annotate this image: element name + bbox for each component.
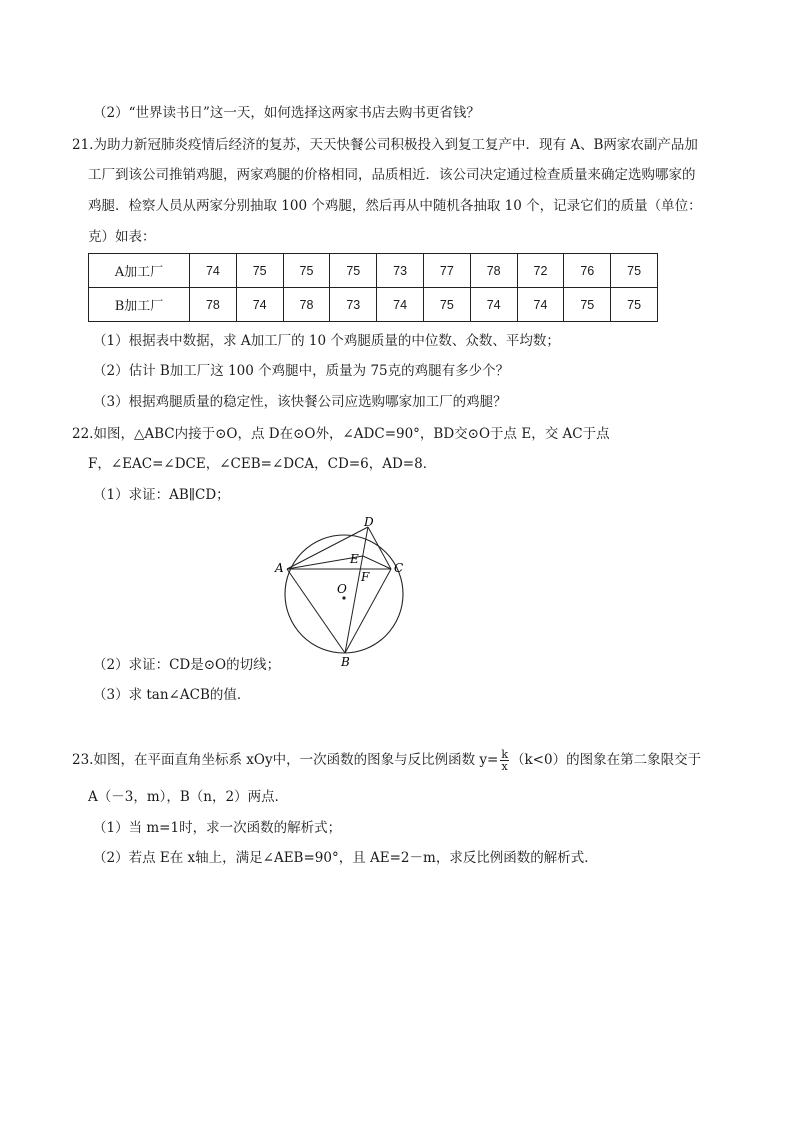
segment-dc xyxy=(368,527,391,569)
q22-stem-line1: 22.如图，△ABC内接于⊙O，点 D在⊙O外，∠ADC=90°，BD交⊙O于点 E，交 AC于点 xyxy=(72,426,610,442)
label-d: D xyxy=(364,515,374,529)
q23-stem-pre: 23.如图，在平面直角坐标系 xOy中，一次函数的图象与反比例函数 y= xyxy=(72,752,499,768)
q22-part1: （1）求证：AB∥CD； xyxy=(93,487,230,503)
table-cell: 78 xyxy=(283,288,330,322)
row-label-b: B加工厂 xyxy=(89,288,190,322)
label-b: B xyxy=(341,655,350,669)
fraction-denominator: x xyxy=(501,760,508,773)
q23-stem-line2: A（－3，m），B（n，2）两点． xyxy=(88,789,289,805)
center-point-o xyxy=(342,596,345,599)
table-cell: 76 xyxy=(564,254,611,288)
table-cell: 74 xyxy=(190,254,237,288)
table-cell: 74 xyxy=(470,288,517,322)
q21-stem-line1: 21.为助力新冠肺炎疫情后经济的复苏，天天快餐公司积极投入到复工复产中．现有 A、B两家农副产品加 xyxy=(72,137,698,153)
q20-part2: （2）“世界读书日”这一天，如何选择这两家书店去购书更省钱？ xyxy=(93,105,480,121)
fraction-numerator: k xyxy=(501,748,508,761)
segment-db xyxy=(345,527,368,653)
label-e: E xyxy=(350,552,359,566)
table-cell: 75 xyxy=(564,288,611,322)
table-cell: 78 xyxy=(190,288,237,322)
fraction-k-over-x xyxy=(500,749,509,772)
q23-part2: （2）若点 E在 x轴上，满足∠AEB=90°，且 AE=2－m，求反比例函数的解析式． xyxy=(93,850,598,866)
label-a: A xyxy=(275,561,284,575)
table-row xyxy=(89,254,658,288)
table-cell: 73 xyxy=(330,288,377,322)
weight-table xyxy=(88,253,658,322)
table-cell: 78 xyxy=(470,254,517,288)
label-f: F xyxy=(361,570,370,584)
table-cell: 75 xyxy=(236,254,283,288)
q22-part2: （2）求证：CD是⊙O的切线； xyxy=(93,657,281,673)
q23-stem-post: （k<0）的图象在第二象限交于 xyxy=(510,752,702,768)
table-cell: 75 xyxy=(611,254,658,288)
q22-stem-line2: F，∠EAC=∠DCE，∠CEB=∠DCA，CD=6，AD=8． xyxy=(88,456,437,472)
q23-part1: （1）当 m=1时，求一次函数的解析式； xyxy=(93,820,342,836)
segment-ec xyxy=(363,556,391,569)
circle-geometry-figure xyxy=(270,512,420,672)
table-cell: 75 xyxy=(423,288,470,322)
row-label-a: A加工厂 xyxy=(89,254,190,288)
table-cell: 72 xyxy=(517,254,564,288)
table-cell: 77 xyxy=(423,254,470,288)
q22-part3: （3）求 tan∠ACB的值． xyxy=(93,687,251,703)
table-row xyxy=(89,288,658,322)
q21-stem-line2: 工厂到该公司推销鸡腿，两家鸡腿的价格相同，品质相近．该公司决定通过检查质量来确定选购哪家的 xyxy=(88,167,696,183)
table-cell: 75 xyxy=(611,288,658,322)
table-cell: 75 xyxy=(330,254,377,288)
table-cell: 74 xyxy=(377,288,424,322)
table-cell: 74 xyxy=(517,288,564,322)
label-c: C xyxy=(394,561,404,575)
q23-stem-line1 xyxy=(72,749,701,772)
table-cell: 73 xyxy=(377,254,424,288)
q21-part1: （1）根据表中数据，求 A加工厂的 10 个鸡腿质量的中位数、众数、平均数； xyxy=(93,333,560,349)
q21-stem-line3: 鸡腿．检察人员从两家分别抽取 100 个鸡腿，然后再从中随机各抽取 10 个，记录它们的质量（单位： xyxy=(88,198,702,214)
table-cell: 75 xyxy=(283,254,330,288)
label-o: O xyxy=(337,582,347,596)
q21-stem-line4: 克）如表： xyxy=(88,229,156,245)
q21-part2: （2）估计 B加工厂这 100 个鸡腿中，质量为 75克的鸡腿有多少个？ xyxy=(93,363,510,379)
q21-part3: （3）根据鸡腿质量的稳定性，该快餐公司应选购哪家加工厂的鸡腿？ xyxy=(93,394,507,410)
table-cell: 74 xyxy=(236,288,283,322)
